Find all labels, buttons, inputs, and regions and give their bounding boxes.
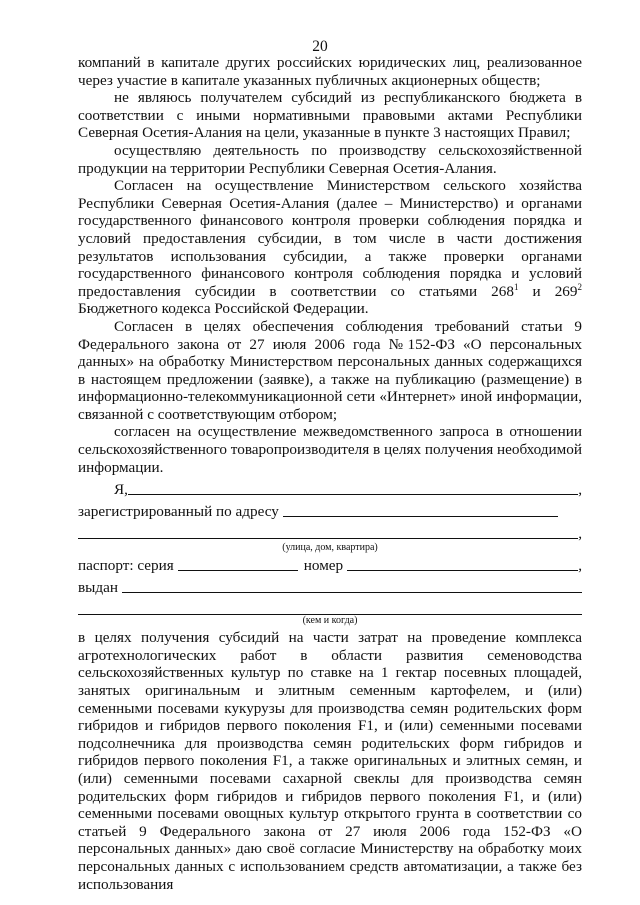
name-comma: ,	[578, 480, 582, 498]
paragraph-1: компаний в капитале других российских юридических лиц, реализованное через участие в капитале указанных публичных акционерных обществ;	[78, 54, 582, 89]
passport-series-field[interactable]	[178, 556, 298, 571]
paragraph-4	[78, 177, 582, 318]
issued-label: выдан	[78, 578, 118, 596]
ya-label: Я,	[114, 480, 128, 498]
document-body	[78, 54, 582, 893]
paragraph-5: Согласен в целях обеспечения соблюдения требований статьи 9 Федерального закона от 27 июля 2006 года №152-ФЗ «О персональных данных» на обработку Министерством персональных данных содержащихся в настоящем предложении (заявке), а также на публикацию (размещение) в информационно-телекоммуникационной сети «Интернет» иной информации, связанной с соответствующим отбором;	[78, 317, 582, 423]
superscript-2: 2	[577, 281, 582, 292]
passport-number-label: номер	[303, 556, 344, 574]
passport-label: паспорт: серия	[78, 556, 174, 574]
address-label: зарегистрированный по адресу	[78, 502, 279, 520]
address-comma: ,	[578, 524, 582, 542]
issued-field[interactable]	[122, 578, 582, 593]
issued-field-continued[interactable]	[78, 600, 582, 615]
paragraph-6: согласен на осуществление межведомственного запроса в отношении сельскохозяйственного товаропроизводителя в целях получения необходимой информации.	[78, 423, 582, 476]
address-row-2	[78, 524, 582, 542]
paragraph-3: осуществляю деятельность по производству сельскохозяйственной продукции на территории Республики Северная Осетия-Алания.	[78, 141, 582, 177]
paragraph-4-and: и 269	[518, 282, 578, 300]
address-row	[78, 502, 582, 520]
issued-row	[78, 578, 582, 596]
address-field-continued[interactable]	[78, 524, 578, 539]
address-caption: (улица, дом, квартира)	[282, 542, 378, 554]
superscript-1: 1	[513, 281, 519, 292]
passport-row	[78, 556, 582, 574]
name-row	[78, 480, 582, 498]
paragraph-4-text-b: Бюджетного кодекса Российской Федерации.	[78, 300, 369, 318]
page-number: 20	[312, 38, 328, 55]
paragraph-4-text-a: Согласен на осуществление Министерством сельского хозяйства Республики Северная Осетия-Алания (далее – Министерство) и органами государственного финансового контроля проверки соблюдения порядка и условий предоставления субсидии, в том числе в части достижения результатов использования субсидии, а также проверки органами государственного финансового контроля соблюдения порядка и условий предоставления субсидии в соответствии со статьями 268	[78, 177, 582, 300]
paragraph-7: в целях получения субсидий на части затрат на проведение комплекса агротехнологических работ в области развития семеноводства сельскохозяйственных культур по ставке на 1 гектар посевных площадей, занятых оригинальным и элитным семенным картофелем, и (или) семенными посевами кукурузы для производства семян родительских форм гибридов и гибридов первого поколения F1, и (или) семенными посевами подсолнечника для производства семян родительских форм гибридов и гибридов первого поколения F1, а также оригинальных и элитных семян, и (или) семенными посевами сахарной свеклы для производства семян родительских форм гибридов и гибридов первого поколения F1, и (или) семенными посевами овощных культур открытого грунта в соответствии со статьей 9 Федерального закона от 27 июля 2006 года 152-ФЗ «О персональных данных» даю своё согласие Министерству на обработку моих персональных данных с использованием средств автоматизации, а также без использования	[78, 629, 582, 893]
passport-comma: ,	[578, 556, 582, 574]
paragraph-2: не являюсь получателем субсидий из республиканского бюджета в соответствии с иными нормативными правовыми актами Республики Северная Осетия-Алания на цели, указанные в пункте 3 настоящих Правил;	[78, 89, 582, 142]
issued-caption: (кем и когда)	[302, 615, 358, 627]
passport-number-field[interactable]	[347, 556, 578, 571]
full-name-field[interactable]	[128, 480, 578, 495]
address-field[interactable]	[283, 502, 558, 517]
